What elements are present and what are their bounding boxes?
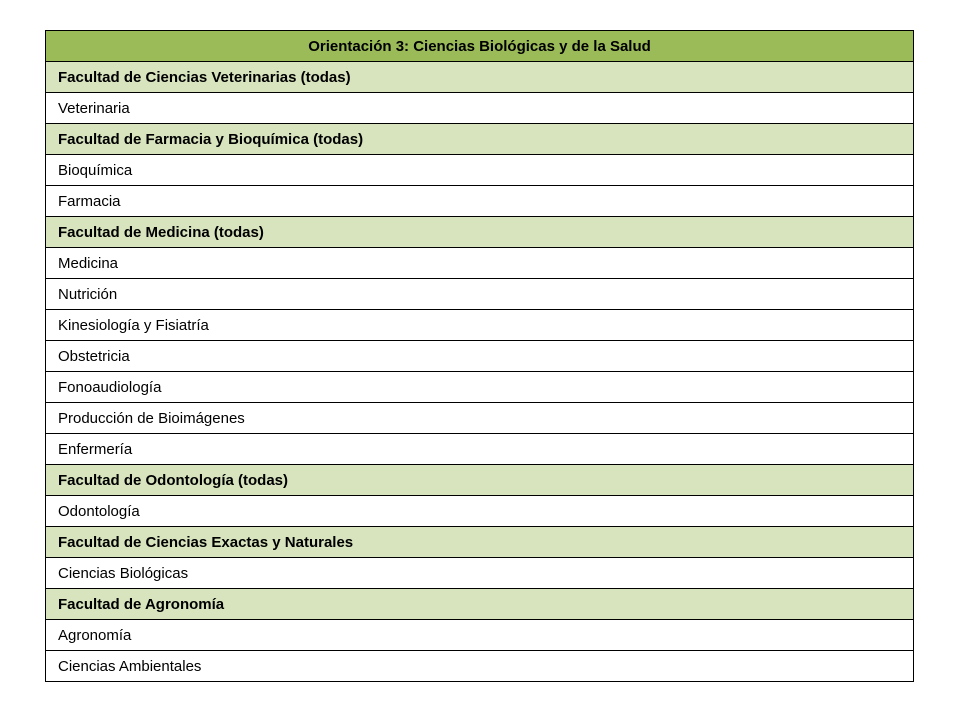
career-name: Nutrición xyxy=(46,279,914,310)
faculty-name: Facultad de Ciencias Veterinarias (todas) xyxy=(46,62,914,93)
faculty-row xyxy=(46,465,914,496)
faculty-row xyxy=(46,124,914,155)
table-header-row xyxy=(46,31,914,62)
faculty-name: Facultad de Farmacia y Bioquímica (todas) xyxy=(46,124,914,155)
faculty-row xyxy=(46,589,914,620)
career-name: Fonoaudiología xyxy=(46,372,914,403)
career-row xyxy=(46,341,914,372)
career-name: Medicina xyxy=(46,248,914,279)
table-title: Orientación 3: Ciencias Biológicas y de la Salud xyxy=(46,31,914,62)
faculty-row xyxy=(46,62,914,93)
faculty-name: Facultad de Agronomía xyxy=(46,589,914,620)
career-row xyxy=(46,310,914,341)
career-row xyxy=(46,403,914,434)
career-name: Obstetricia xyxy=(46,341,914,372)
career-name: Ciencias Ambientales xyxy=(46,651,914,682)
career-row xyxy=(46,279,914,310)
career-row xyxy=(46,651,914,682)
career-name: Kinesiología y Fisiatría xyxy=(46,310,914,341)
career-row xyxy=(46,93,914,124)
career-name: Agronomía xyxy=(46,620,914,651)
career-row xyxy=(46,496,914,527)
career-row xyxy=(46,558,914,589)
orientation-table xyxy=(45,30,914,682)
faculty-name: Facultad de Odontología (todas) xyxy=(46,465,914,496)
career-row xyxy=(46,248,914,279)
career-row xyxy=(46,186,914,217)
faculty-row xyxy=(46,217,914,248)
career-row xyxy=(46,620,914,651)
career-name: Odontología xyxy=(46,496,914,527)
career-name: Bioquímica xyxy=(46,155,914,186)
career-name: Producción de Bioimágenes xyxy=(46,403,914,434)
career-row xyxy=(46,372,914,403)
career-name: Veterinaria xyxy=(46,93,914,124)
faculty-name: Facultad de Ciencias Exactas y Naturales xyxy=(46,527,914,558)
table-body xyxy=(46,62,914,682)
career-name: Enfermería xyxy=(46,434,914,465)
career-name: Ciencias Biológicas xyxy=(46,558,914,589)
career-name: Farmacia xyxy=(46,186,914,217)
career-row xyxy=(46,155,914,186)
faculty-name: Facultad de Medicina (todas) xyxy=(46,217,914,248)
career-row xyxy=(46,434,914,465)
faculty-row xyxy=(46,527,914,558)
